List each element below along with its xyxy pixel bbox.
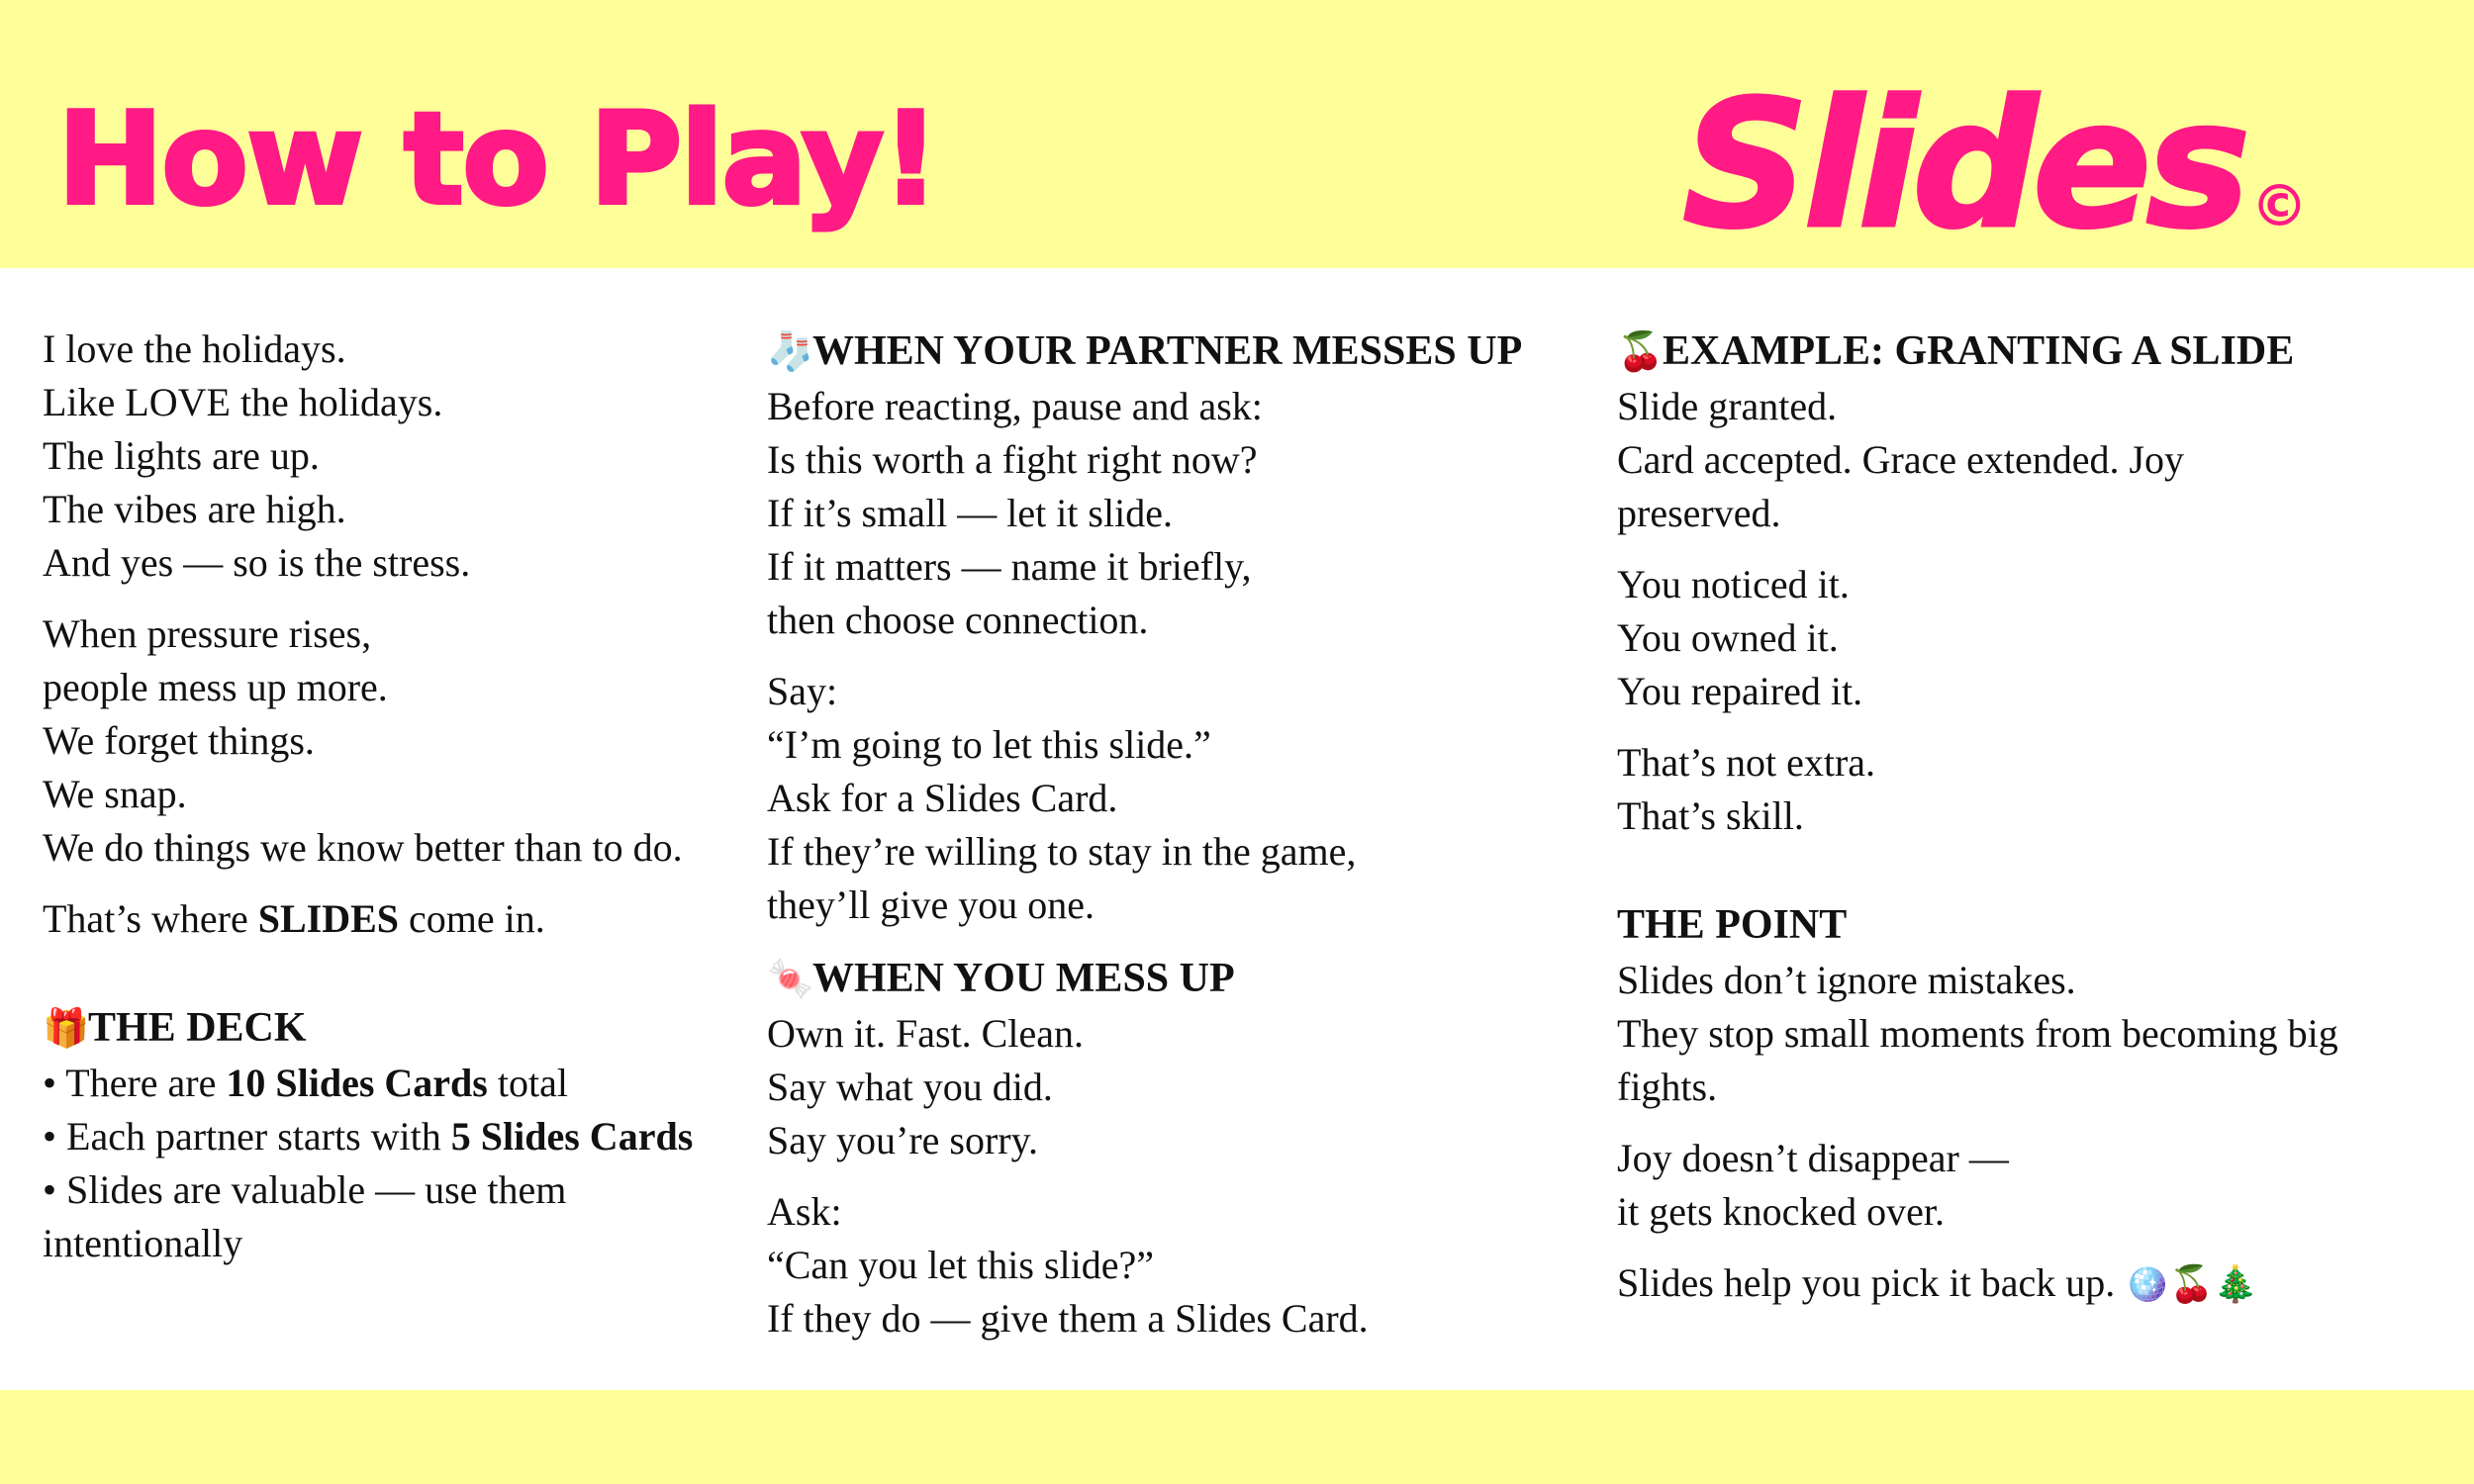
you-paragraph-2 <box>767 1185 1598 1345</box>
sock-icon: 🧦 <box>767 329 814 373</box>
text-line: You owned it. <box>1617 615 1839 660</box>
text-line: We do things we know better than to do. <box>43 825 683 870</box>
text-line: “I’m going to let this slide.” <box>767 722 1211 767</box>
you-paragraph-1 <box>767 1007 1598 1167</box>
text-line: Like LOVE the holidays. <box>43 380 443 424</box>
footer-band <box>0 1390 2474 1484</box>
cherry-icon: 🍒 <box>1617 329 1665 373</box>
text-line: That’s skill. <box>1617 793 1804 838</box>
text-run-bold: 10 Slides Cards <box>226 1061 488 1105</box>
brand-name: Slides <box>1682 62 2245 267</box>
text-line: Ask: <box>767 1189 842 1234</box>
brand-logo <box>1682 62 2309 267</box>
slides-emphasis: SLIDES <box>257 896 400 941</box>
list-item <box>43 1163 676 1270</box>
text-line: then choose connection. <box>767 598 1149 642</box>
example-heading <box>1617 323 2468 380</box>
column-intro <box>43 323 765 1270</box>
point-heading <box>1617 896 2468 954</box>
intro-paragraph-3 <box>43 892 765 946</box>
candy-icon: 🍬 <box>767 957 814 1000</box>
text-run: That’s where <box>43 896 258 941</box>
copyright-icon: © <box>2250 172 2309 239</box>
text-line: If it matters — name it briefly, <box>767 544 1252 589</box>
point-heading-text: THE POINT <box>1617 902 1848 948</box>
text-line: If they do — give them a Slides Card. <box>767 1296 1369 1341</box>
you-heading-text: WHEN YOU MESS UP <box>812 956 1235 1001</box>
example-paragraph-1 <box>1617 380 2310 540</box>
intro-paragraph-2 <box>43 607 765 875</box>
deck-heading-text: THE DECK <box>88 1005 307 1051</box>
text-run: total <box>487 1061 568 1105</box>
text-line: If they’re willing to stay in the game, <box>767 829 1357 874</box>
text-run: Slides help you pick it back up. <box>1617 1260 2116 1305</box>
text-line: That’s not extra. <box>1617 740 1876 785</box>
list-item <box>43 1057 765 1110</box>
text-line: We snap. <box>43 772 187 816</box>
you-heading <box>767 950 1598 1007</box>
text-line: Slide granted. <box>1617 384 1838 428</box>
partner-paragraph-1 <box>767 380 1598 647</box>
column-example <box>1617 323 2468 1330</box>
text-line: Before reacting, pause and ask: <box>767 384 1263 428</box>
text-line: If it’s small — let it slide. <box>767 491 1173 535</box>
text-line: they’ll give you one. <box>767 882 1095 927</box>
text-line: Say what you did. <box>767 1065 1053 1109</box>
text-line: “Can you let this slide?” <box>767 1243 1155 1287</box>
point-paragraph-2 <box>1617 1132 2468 1239</box>
text-line: Card accepted. Grace extended. Joy preserved. <box>1617 437 2185 535</box>
example-heading-text: EXAMPLE: GRANTING A SLIDE <box>1663 328 2295 374</box>
text-run: • There are <box>43 1061 227 1105</box>
text-line: Say: <box>767 669 838 713</box>
text-run-bold: 5 Slides Cards <box>450 1114 694 1159</box>
text-run: • Each partner starts with <box>43 1114 451 1159</box>
text-line: Is this worth a fight right now? <box>767 437 1258 482</box>
text-line: Joy doesn’t disappear — <box>1617 1136 2009 1180</box>
text-line: people mess up more. <box>43 665 388 709</box>
example-paragraph-3 <box>1617 736 2468 843</box>
text-line: You repaired it. <box>1617 669 1863 713</box>
text-line: Ask for a Slides Card. <box>767 776 1118 820</box>
deck-list <box>43 1057 765 1270</box>
text-line: They stop small moments from becoming big fights. <box>1617 1011 2338 1109</box>
text-line: We forget things. <box>43 718 315 763</box>
partner-paragraph-2 <box>767 665 1598 932</box>
text-line: The vibes are high. <box>43 487 346 531</box>
text-line: Own it. Fast. Clean. <box>767 1011 1084 1056</box>
list-item <box>43 1110 765 1163</box>
column-rules <box>767 323 1598 1363</box>
partner-heading <box>767 323 1598 380</box>
text-line: You noticed it. <box>1617 562 1850 606</box>
text-line: And yes — so is the stress. <box>43 540 471 585</box>
disco-cherry-tree-icons: 🪩🍒🎄 <box>2125 1264 2258 1305</box>
point-paragraph-3 <box>1617 1256 2468 1312</box>
text-line: Slides don’t ignore mistakes. <box>1617 958 2076 1002</box>
point-paragraph-1 <box>1617 954 2399 1114</box>
text-run: • Slides are valuable — use them intentionally <box>43 1167 567 1265</box>
intro-paragraph-1 <box>43 323 765 590</box>
text-line: I love the holidays. <box>43 326 346 371</box>
deck-heading <box>43 999 765 1057</box>
gift-icon: 🎁 <box>43 1006 90 1050</box>
text-line: The lights are up. <box>43 433 320 478</box>
text-run: come in. <box>399 896 545 941</box>
example-paragraph-2 <box>1617 558 2468 718</box>
text-line: it gets knocked over. <box>1617 1189 1946 1234</box>
page-title: How to Play! <box>57 86 938 233</box>
text-line: When pressure rises, <box>43 611 372 656</box>
partner-heading-text: WHEN YOUR PARTNER MESSES UP <box>812 328 1523 374</box>
text-line: Say you’re sorry. <box>767 1118 1039 1162</box>
